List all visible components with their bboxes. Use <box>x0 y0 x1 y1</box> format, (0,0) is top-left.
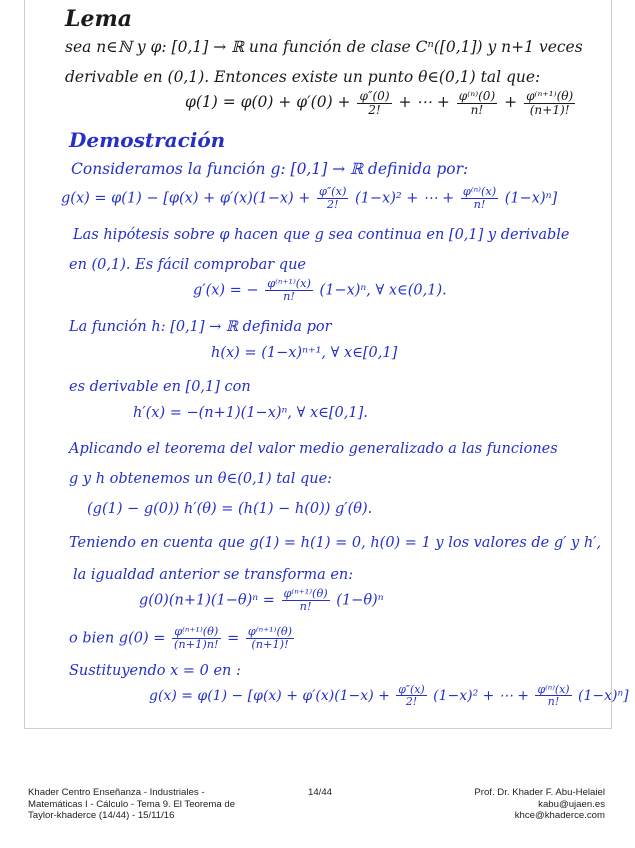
fraction-denominator: n! <box>470 102 484 117</box>
proof-definition-g <box>61 186 557 211</box>
fraction-denominator: (n+1)! <box>251 637 289 651</box>
lema-formula-plus: + <box>504 93 518 112</box>
proof-line-3: Las hipótesis sobre φ hacen que g sea continua en [0,1] y derivable <box>73 227 570 243</box>
proof-line-1: Consideramos la función g: [0,1] → ℝ definida por: <box>71 160 469 178</box>
fraction-numerator: φ⁽ⁿ⁾(x) <box>537 683 570 696</box>
formula-part: (1−x)² + ⋯ + <box>354 190 455 207</box>
fraction-nth-order <box>461 186 498 211</box>
footer-left-line: Matemáticas I - Cálculo - Tema 9. El Teorema de <box>28 798 236 810</box>
footer-course-info <box>28 787 278 822</box>
handwritten-slide <box>24 0 629 729</box>
formula-part: = <box>227 630 240 647</box>
formula-part: (1−x)² + ⋯ + <box>433 687 530 704</box>
fraction-numerator: φ⁽ⁿ⁺¹⁾(θ) <box>247 625 293 638</box>
proof-line-17: Sustituyendo x = 0 en : <box>69 663 241 679</box>
fraction-remainder <box>265 278 313 303</box>
proof-definition-h: h(x) = (1−x)ⁿ⁺¹, ∀ x∈[0,1] <box>211 345 398 361</box>
formula-part: (1−θ)ⁿ <box>336 592 384 609</box>
lema-fraction-second-order <box>357 90 391 116</box>
fraction-numerator: φ″(0) <box>359 89 390 103</box>
fraction-remainder-a <box>172 626 221 651</box>
fraction-numerator: φ″(x) <box>319 185 347 198</box>
fraction-denominator: 2! <box>405 695 418 709</box>
fraction-denominator: n! <box>473 197 486 211</box>
proof-line-4: en (0,1). Es fácil comprobar que <box>69 257 306 273</box>
fraction-denominator: 2! <box>368 102 381 117</box>
proof-derivative-h: h′(x) = −(n+1)(1−x)ⁿ, ∀ x∈[0,1]. <box>133 405 368 421</box>
fraction-numerator: φ⁽ⁿ⁺¹⁾(θ) <box>283 587 328 600</box>
proof-line-14: la igualdad anterior se transforma en: <box>73 567 354 583</box>
footer-left-line: Taylor-khaderce (14/44) - 15/11/16 <box>28 810 175 821</box>
fraction-numerator: φ⁽ⁿ⁾(x) <box>462 185 497 198</box>
fraction-denominator: n! <box>547 695 560 709</box>
footer-author-name: Prof. Dr. Khader F. Abu-Helaiel <box>474 787 605 798</box>
lema-formula-ellipsis: + ⋯ + <box>398 93 450 112</box>
proof-line-10: Aplicando el teorema del valor medio generalizado a las funciones <box>69 441 558 457</box>
proof-line-6: La función h: [0,1] → ℝ definida por <box>69 319 332 335</box>
proof-substitution-formula <box>149 684 629 708</box>
fraction-numerator: φ⁽ⁿ⁺¹⁾(θ) <box>526 89 574 103</box>
fraction-remainder-b <box>246 626 294 651</box>
proof-equation-g0-solved <box>69 626 296 651</box>
proof-line-8: es derivable en [0,1] con <box>69 379 251 395</box>
fraction-denominator: n! <box>283 289 295 303</box>
footer-author-email-alt: khce@khaderce.com <box>514 810 605 821</box>
fraction-denominator: (n+1)! <box>529 102 570 117</box>
formula-part: (1−x)ⁿ] <box>578 687 629 704</box>
fraction-numerator: φ⁽ⁿ⁾(0) <box>458 89 496 103</box>
fraction-numerator: φ″(x) <box>398 683 425 696</box>
formula-part: g(x) = φ(1) − [φ(x) + φ′(x)(1−x) + <box>61 190 311 207</box>
proof-line-13: Teniendo en cuenta que g(1) = h(1) = 0, h(0) = 1 y los valores de g′ y h′, <box>69 535 602 551</box>
formula-part: g′(x) = − <box>193 282 259 299</box>
formula-part: (1−x)ⁿ, ∀ x∈(0,1). <box>319 282 447 299</box>
footer-author-email: kabu@ujaen.es <box>538 798 605 810</box>
lema-fraction-remainder <box>524 90 575 116</box>
fraction-numerator: φ⁽ⁿ⁺¹⁾(θ) <box>172 626 221 639</box>
fraction-nth-order <box>535 684 571 708</box>
fraction-denominator: 2! <box>326 197 339 211</box>
lema-formula <box>185 90 577 116</box>
lema-formula-lhs: φ(1) = φ(0) + φ′(0) + <box>185 93 351 112</box>
proof-derivative-g <box>193 278 447 303</box>
lema-statement-line2: derivable en (0,1). Entonces existe un punto θ∈(0,1) tal que: <box>65 68 541 86</box>
proof-mean-value-equation: (g(1) − g(0)) h′(θ) = (h(1) − h(0)) g′(θ). <box>87 501 373 517</box>
lema-fraction-nth-order <box>457 90 497 116</box>
footer-left-line: Khader Centro Enseñanza - Industriales - <box>28 787 205 798</box>
formula-part: o bien g(0) = <box>69 630 166 647</box>
footer-author-info <box>385 787 605 822</box>
fraction-second-order <box>396 684 426 708</box>
formula-part: g(0)(n+1)(1−θ)ⁿ = <box>139 592 275 609</box>
fraction-denominator: (n+1)n! <box>173 637 219 651</box>
heading-lema: Lema <box>65 6 132 32</box>
proof-equation-g0 <box>139 588 384 613</box>
fraction-remainder <box>282 588 330 613</box>
formula-part: (1−x)ⁿ] <box>504 190 558 207</box>
fraction-numerator: φ⁽ⁿ⁺¹⁾(x) <box>267 277 311 290</box>
heading-demostracion: Demostración <box>69 128 226 152</box>
fraction-second-order <box>317 186 348 211</box>
formula-part: g(x) = φ(1) − [φ(x) + φ′(x)(1−x) + <box>149 687 390 704</box>
lema-statement-line1: sea n∈ℕ y φ: [0,1] → ℝ una función de clase Cⁿ([0,1]) y n+1 veces <box>65 38 583 56</box>
footer-page-number: 14/44 <box>307 787 332 798</box>
proof-line-11: g y h obtenemos un θ∈(0,1) tal que: <box>69 471 333 487</box>
fraction-denominator: n! <box>299 599 312 613</box>
